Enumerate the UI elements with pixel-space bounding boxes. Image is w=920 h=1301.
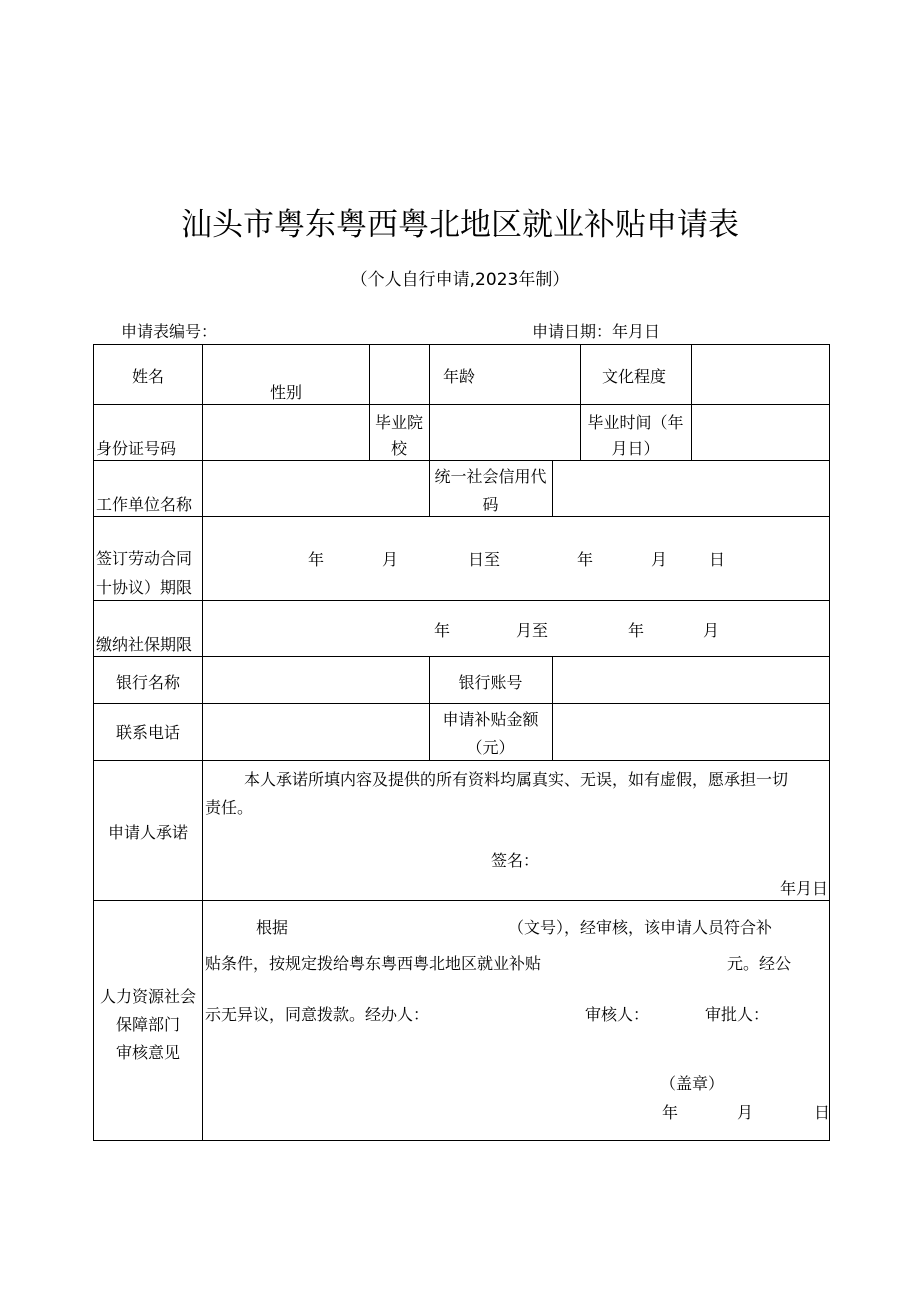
amount-label-line2: （元） [466, 738, 515, 757]
review-basis: 根据 [256, 918, 289, 937]
pledge-date: 年月日 [780, 879, 829, 898]
name-label: 姓名 [131, 367, 164, 386]
contract-year-1: 年 [308, 550, 325, 569]
school-label-line1: 毕业院 [374, 413, 423, 432]
form-number-label: 申请表编号： [121, 322, 218, 341]
social-year-2: 年 [628, 621, 645, 640]
review-label-line3: 审核意见 [115, 1043, 180, 1062]
contract-year-2: 年 [577, 550, 594, 569]
social-year-1: 年 [434, 621, 451, 640]
credit-code-label-line1: 统一社会信用代 [434, 467, 547, 486]
application-date-label: 申请日期：年月日 [532, 322, 661, 341]
social-month-to: 月至 [516, 621, 549, 640]
review-text-line3: 示无异议，同意拨款。经办人： [205, 1005, 430, 1024]
social-month-2: 月 [703, 621, 720, 640]
credit-code-label-line2: 码 [482, 495, 499, 514]
contract-day-2: 日 [709, 550, 726, 569]
pledge-label: 申请人承诺 [107, 823, 188, 842]
amount-label-line1: 申请补贴金额 [442, 710, 539, 729]
review-label-line1: 人力资源社会 [99, 987, 196, 1006]
pledge-text-line2: 责任。 [205, 798, 254, 817]
review-text-line2: 贴条件，按规定拨给粤东粤西粤北地区就业补贴 [205, 954, 542, 973]
review-date-day: 日 [814, 1103, 831, 1122]
bank-name-label: 银行名称 [115, 673, 180, 692]
contract-month-2: 月 [651, 550, 668, 569]
approver-label: 审批人： [705, 1005, 770, 1024]
contract-day-to: 日至 [468, 550, 501, 569]
social-insurance-label: 缴纳社保期限 [96, 635, 193, 654]
review-date-year: 年 [662, 1103, 679, 1122]
contract-month-1: 月 [382, 550, 399, 569]
review-label-line2: 保障部门 [115, 1015, 180, 1034]
education-label: 文化程度 [602, 367, 667, 386]
phone-label: 联系电话 [115, 723, 180, 742]
grad-time-label-line1: 毕业时间（年 [587, 413, 684, 432]
application-table [93, 344, 830, 1141]
contract-label-line2: 十协议）期限 [96, 578, 193, 597]
signature-label: 签名： [491, 851, 540, 870]
id-number-label: 身份证号码 [96, 439, 177, 458]
stamp-label: （盖章） [660, 1074, 725, 1093]
form-subtitle: （个人自行申请,2023年制） [350, 270, 570, 290]
form-title: 汕头市粤东粤西粤北地区就业补贴申请表 [181, 207, 739, 243]
pledge-text-line1: 本人承诺所填内容及提供的所有资料均属真实、无误，如有虚假，愿承担一切 [244, 770, 789, 789]
grad-time-label-line2: 月日） [611, 439, 660, 458]
age-label: 年龄 [443, 367, 476, 386]
review-text-yuan: 元。经公 [727, 954, 792, 973]
gender-label: 性别 [270, 383, 303, 402]
review-docno-text: （文号），经审核，该申请人员符合补 [508, 918, 773, 937]
school-label-line2: 校 [390, 439, 407, 458]
contract-label-line1: 签订劳动合同 [96, 549, 193, 568]
reviewer-label: 审核人： [585, 1005, 650, 1024]
bank-account-label: 银行账号 [458, 673, 523, 692]
employer-name-label: 工作单位名称 [96, 495, 193, 514]
review-date-month: 月 [737, 1103, 754, 1122]
